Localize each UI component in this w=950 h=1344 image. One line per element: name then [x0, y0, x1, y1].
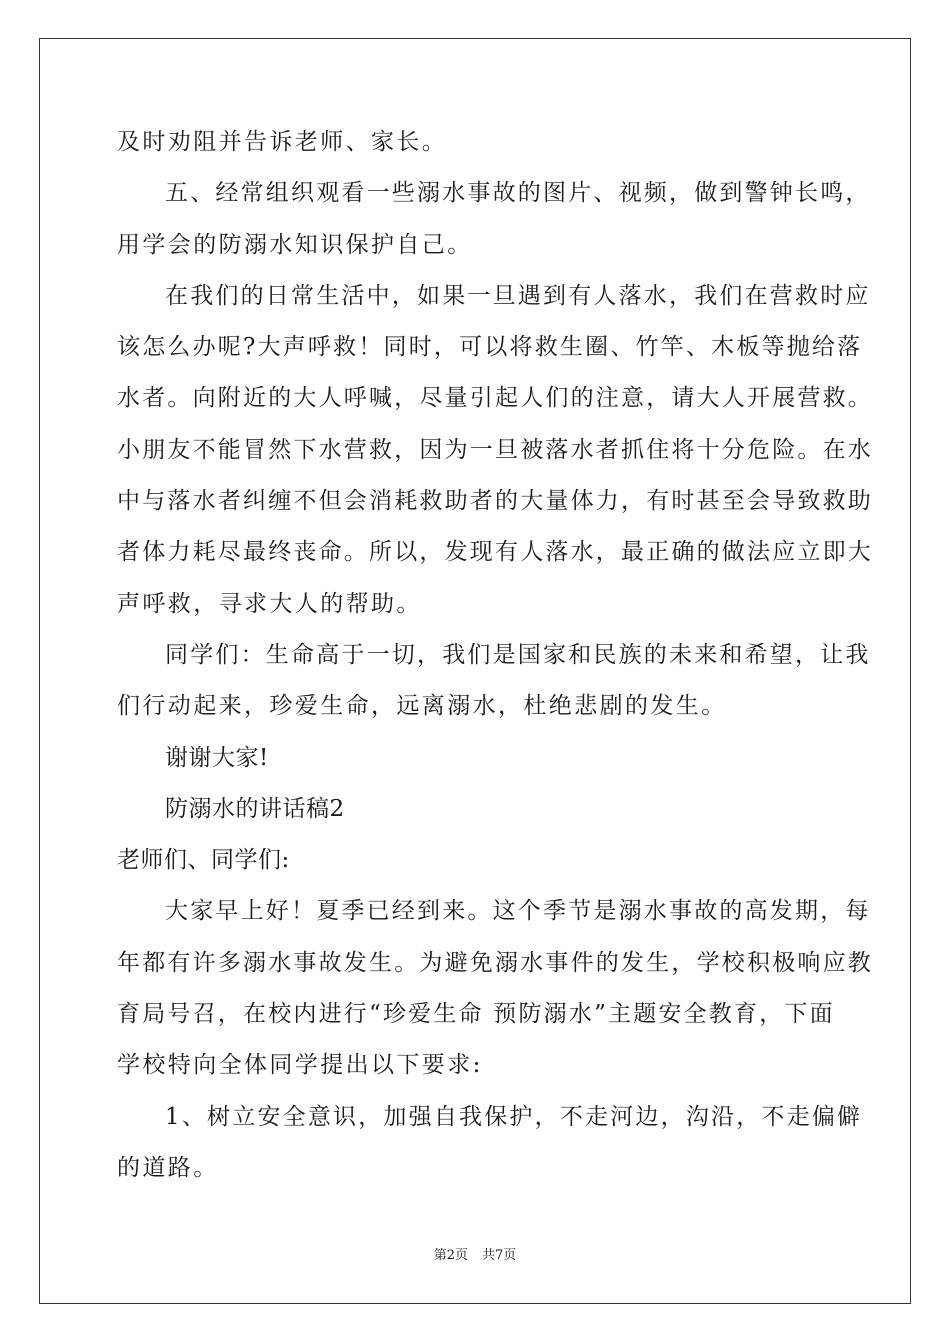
- text-line: 声呼救，寻求大人的帮助。: [117, 590, 422, 617]
- page-footer: [0, 1247, 950, 1265]
- section-title: 防溺水的讲话稿2: [165, 795, 345, 822]
- text-line: 学校特向全体同学提出以下要求:: [117, 1052, 483, 1079]
- salutation: 老师们、同学们:: [117, 847, 290, 874]
- text-line: 及时劝阻并告诉老师、家长。: [117, 129, 448, 155]
- text-line: 们行动起来，珍爱生命，远离溺水，杜绝悲剧的发生。: [117, 693, 727, 720]
- text-line: 年都有许多溺水事故发生。为避免溺水事件的发生，学校积极响应教: [117, 949, 873, 976]
- text-line: 育局号召，在校内进行“珍爱生命 预防溺水”主题安全教育，下面: [117, 1001, 835, 1028]
- text-line: 水者。向附近的大人呼喊，尽量引起人们的注意，请大人开展营救。: [117, 385, 873, 412]
- paragraph-start: 在我们的日常生活中，如果一旦遇到有人落水，我们在营救时应: [165, 282, 871, 309]
- page-number: 第2页: [433, 1248, 468, 1263]
- text-line: 的道路。: [117, 1154, 219, 1181]
- page-total: 共7页: [482, 1248, 517, 1263]
- closing-line: 谢谢大家!: [165, 744, 269, 771]
- paragraph-start: 同学们：生命高于一切，我们是国家和民族的未来和希望，让我: [165, 641, 871, 668]
- text-line: 中与落水者纠缠不但会消耗救助者的大量体力，有时甚至会导致救助: [117, 488, 873, 515]
- paragraph-start: 1、树立安全意识，加强自我保护，不走河边，沟沿，不走偏僻: [165, 1103, 863, 1130]
- text-line: 该怎么办呢?大声呼救！同时，可以将救生圈、竹竿、木板等抛给落: [117, 334, 863, 361]
- text-line: 小朋友不能冒然下水营救，因为一旦被落水者抓住将十分危险。在水: [117, 436, 873, 463]
- text-line: 用学会的防溺水知识保护自己。: [117, 231, 473, 258]
- paragraph-start: 五、经常组织观看一些溺水事故的图片、视频，做到警钟长鸣，: [165, 180, 871, 207]
- document-body: [117, 126, 873, 1203]
- text-line: 者体力耗尽最终丧命。所以，发现有人落水，最正确的做法应立即大: [117, 539, 873, 566]
- paragraph-start: 大家早上好！夏季已经到来。这个季节是溺水事故的高发期，每: [165, 898, 871, 925]
